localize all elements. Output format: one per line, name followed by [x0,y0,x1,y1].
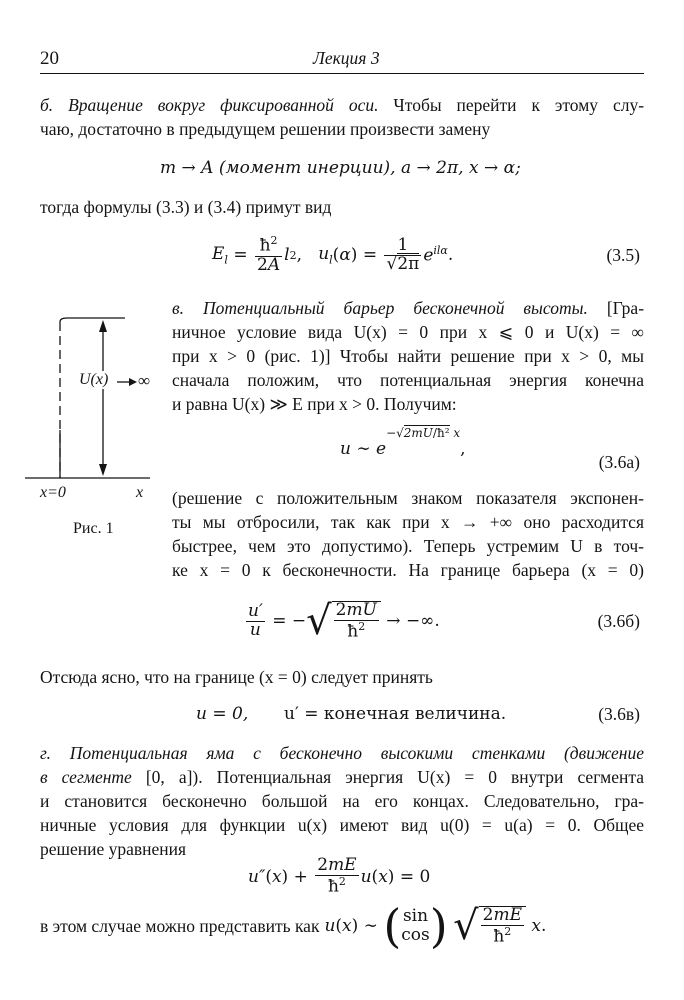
section-v-line-4: сначала положим, что потенциальная энергия конечна [172,370,644,390]
section-g-line-6 [40,900,546,952]
section-b-line-1 [40,94,644,116]
figure-x0-label: x=0 [40,484,66,501]
section-b-title: б. Вращение вокруг фиксированной оси. [40,95,379,115]
section-g-line-1 [40,742,644,764]
equation-3-5-label: (3.5) [606,245,640,265]
figure-ux-label [79,371,108,389]
equation-3-6b: $\frac{u'}{u}$ = − √ $\frac{2mU}{ħ^2}$ → −∞. [248,598,440,644]
figure-ux-text: U(x) [79,371,109,388]
equation-3-6b-label: (3.6б) [597,611,640,631]
section-g-line-3: и становится бесконечно большой на его концах. Следовательно, гра- [40,791,644,811]
header-rule [40,73,644,74]
figure-infinity: ∞ [138,371,151,390]
section-g-line-2 [40,766,644,788]
section-v-line-6: (решение с положительным знаком показателя экспонен- [172,488,644,508]
running-title: Лекция 3 [313,48,380,68]
section-b-line-2: чаю, достаточно в предыдущем решении произвести замену [40,119,491,139]
section-v-line-7: ты мы отбросили, так как при x → +∞ оно расходится [172,512,644,532]
barrier-wall [60,318,125,322]
height-arrow-top [99,320,107,332]
section-g-line-6-text: в этом случае можно представить как [40,915,320,936]
section-v-line-8: быстрее, чем это допустимо). Теперь устремим U в точ- [172,536,644,556]
section-g-line-4: ничные условия для функции u(x) имеют вид u(0) = u(a) = 0. Общее [40,815,644,835]
section-v-line-1-rest: [Гра- [606,298,645,318]
equation-3-6a-label: (3.6а) [598,452,640,472]
section-v-line-5: и равна U(x) ≫ E при x > 0. Получим: [172,394,457,414]
equation-3-6v-right: u′ = конечная величина. [284,704,507,724]
equation-3-6v-label: (3.6в) [598,704,640,724]
section-b-line-1-rest: Чтобы перейти к этому слу- [393,95,645,115]
section-g-segment: в сегменте [40,767,132,787]
figure-x-label: x [136,484,144,501]
section-g-title: г. Потенциальная яма с бесконечно высокими стенками [40,743,546,763]
equation-3-6a: u ∼ e −√2mU/ħ² x , [340,426,466,459]
section-v-line-2: ничное условие вида U(x) = 0 при x ⩽ 0 и U(x) = ∞ [172,322,644,342]
page-number: 20 [40,48,59,69]
infinity-arrow-head [129,378,137,386]
height-arrow-bottom [99,464,107,476]
section-v-line-1 [172,297,644,319]
figure-caption: Рис. 1 [73,520,114,537]
equation-3-5: $E_l$ = $\frac{ħ^2}{2A}$ l 2 , $u_l$ ( α ) = $\frac{1}{√2\pi}$ $e^{il\alpha}$ . [212,234,454,275]
section-v-line-10: Отсюда ясно, что на границе (x = 0) следует принять [40,667,433,687]
section-v-line-9: ке x = 0 к бесконечности. На границе барьера (x = 0) [172,560,644,580]
section-g-title-paren: (движение [563,743,644,763]
equation-3-6v-left: u = 0, [196,704,249,724]
section-v-line-3: при x > 0 (рис. 1)] Чтобы найти решение при x > 0, мы [172,346,644,366]
general-solution: u ( x ) ∼ ( sin cos ) √ $\frac{2mE}{ħ^2}$ x . [324,899,547,953]
section-g-line-5: решение уравнения [40,839,187,859]
section-v-title: в. Потенциальный барьер бесконечной высоты. [172,298,588,318]
equation-replace: m → A (момент инерции), a → 2π, x → α; [160,158,521,178]
equation-schrodinger: u″ ( x ) + $\frac{2mE}{ħ^2}$ u ( x ) = 0 [248,855,431,897]
figure-1 [25,310,175,500]
section-b-line-3: тогда формулы (3.3) и (3.4) примут вид [40,197,332,217]
section-g-line-2-rest: [0, a]). Потенциальная энергия U(x) = 0 внутри сегмента [145,767,644,787]
